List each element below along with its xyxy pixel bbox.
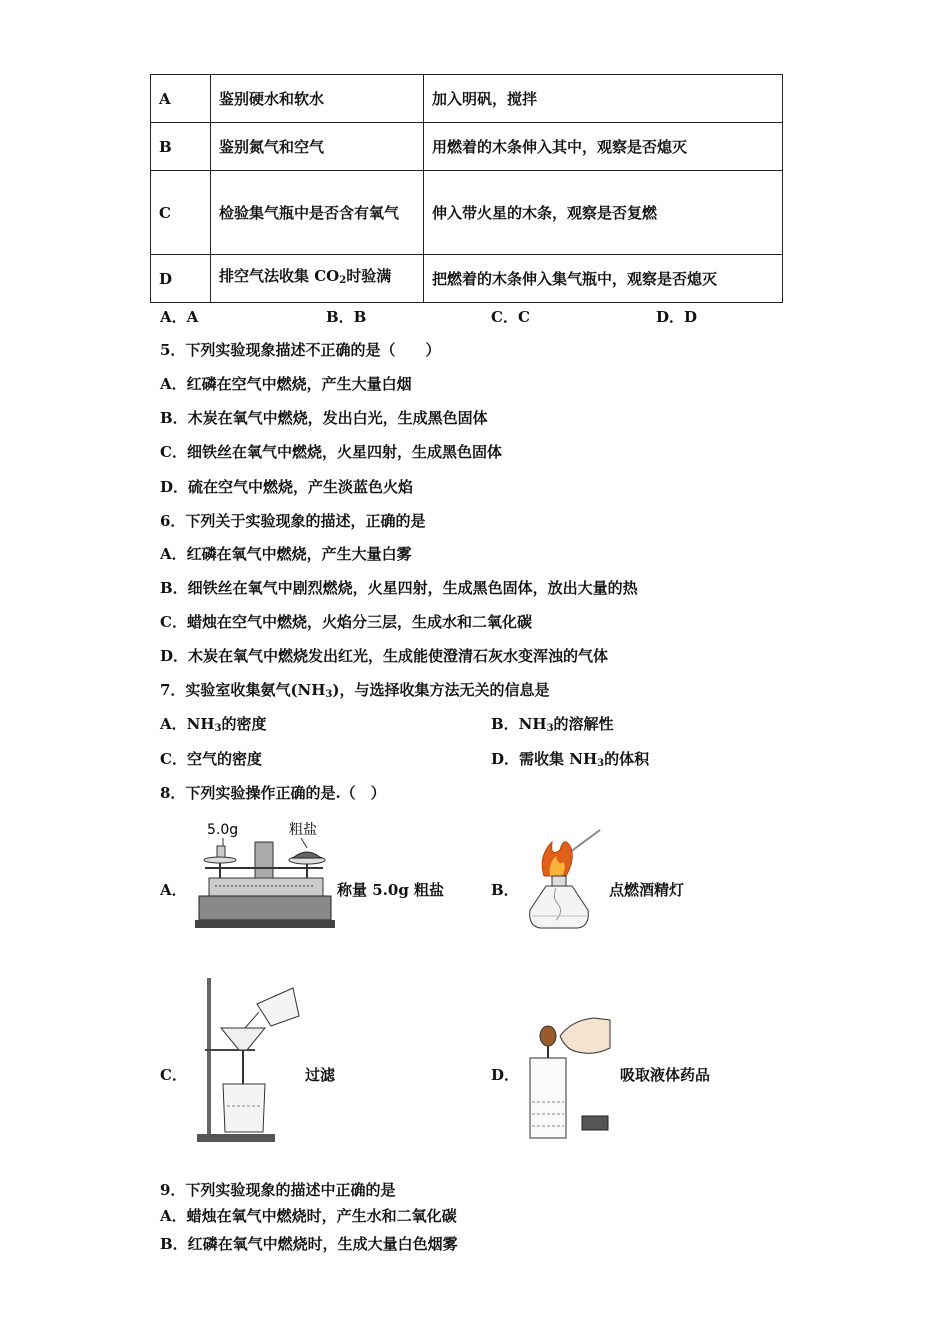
table-row — [151, 255, 783, 303]
q7-b-pre: B．NH — [491, 715, 547, 733]
q7-option-c: C．空气的密度 — [160, 750, 262, 768]
q5-stem: 5．下列实验现象描述不正确的是（ ） — [160, 341, 441, 359]
balance-left-label: 5.0g — [207, 822, 239, 838]
purpose-sub: 2 — [339, 275, 347, 286]
q8-a-letter: A． — [160, 881, 187, 899]
q7-a-pre: A．NH — [160, 715, 215, 733]
table-row — [151, 171, 783, 255]
q8-d-text: 吸取液体药品 — [620, 1066, 711, 1084]
row-purpose: 检验集气瓶中是否含有氧气 — [211, 171, 424, 255]
q6-option-d: D．木炭在氧气中燃烧发出红光，生成能使澄清石灰水变浑浊的气体 — [160, 647, 609, 665]
filtration-illustration — [195, 976, 307, 1144]
q8-d-letter: D． — [491, 1066, 520, 1084]
q7-option-d — [491, 748, 649, 775]
table-row — [151, 75, 783, 123]
q5-option-d: D．硫在空气中燃烧，产生淡蓝色火焰 — [160, 478, 414, 496]
q6-option-a: A．红磷在氧气中燃烧，产生大量白雾 — [160, 545, 412, 563]
q7-b-post: 的溶解性 — [553, 715, 614, 733]
q4-table — [150, 74, 783, 303]
row-key: C — [151, 171, 211, 255]
q7-a-post: 的密度 — [221, 715, 267, 733]
q9-option-a: A．蜡烛在氧气中燃烧时，产生水和二氧化碳 — [160, 1207, 457, 1225]
row-key: D — [151, 255, 211, 303]
q8-c-text: 过滤 — [305, 1066, 336, 1084]
q7-stem-pre: 7．实验室收集氨气(NH — [160, 681, 326, 699]
q8-b-letter: B． — [491, 881, 519, 899]
q7-b-sub: 3 — [546, 723, 554, 734]
q7-d-post: 的体积 — [604, 750, 650, 768]
q8-c-letter: C． — [160, 1066, 187, 1084]
q8-b-text: 点燃酒精灯 — [609, 881, 685, 899]
row-method: 加入明矾，搅拌 — [424, 75, 783, 123]
row-purpose — [211, 255, 424, 303]
dropper-illustration — [522, 1014, 612, 1142]
q4-option-d: D．D — [656, 308, 698, 326]
q4-option-c: C．C — [491, 308, 530, 326]
alcohol-lamp-illustration — [518, 828, 604, 932]
q7-option-b — [491, 713, 614, 740]
balance-illustration — [195, 818, 335, 930]
q5-option-c: C．细铁丝在氧气中燃烧，火星四射，生成黑色固体 — [160, 443, 502, 461]
balance-right-label: 粗盐 — [289, 822, 317, 838]
q6-option-b: B．细铁丝在氧气中剧烈燃烧，火星四射，生成黑色固体，放出大量的热 — [160, 579, 638, 597]
q7-option-a — [160, 713, 267, 735]
row-method: 伸入带火星的木条，观察是否复燃 — [424, 171, 783, 255]
q7-d-pre: D．需收集 NH — [491, 750, 598, 768]
row-method: 把燃着的木条伸入集气瓶中，观察是否熄灭 — [424, 255, 783, 303]
q8-stem: 8．下列实验操作正确的是.（ ） — [160, 784, 386, 802]
row-purpose: 鉴别氮气和空气 — [211, 123, 424, 171]
purpose-post: 时验满 — [346, 267, 392, 285]
q5-option-b: B．木炭在氧气中燃烧，发出白光，生成黑色固体 — [160, 409, 488, 427]
row-purpose: 鉴别硬水和软水 — [211, 75, 424, 123]
q7-stem-sub: 3 — [325, 689, 333, 700]
row-method: 用燃着的木条伸入其中，观察是否熄灭 — [424, 123, 783, 171]
q6-stem: 6．下列关于实验现象的描述，正确的是 — [160, 512, 426, 530]
q7-stem — [160, 679, 550, 701]
row-key: A — [151, 75, 211, 123]
row-key: B — [151, 123, 211, 171]
q7-stem-post: )，与选择收集方法无关的信息是 — [332, 681, 550, 699]
q5-option-a: A．红磷在空气中燃烧，产生大量白烟 — [160, 375, 412, 393]
q9-option-b: B．红磷在氧气中燃烧时，生成大量白色烟雾 — [160, 1235, 458, 1253]
q8-a-text: 称量 5.0g 粗盐 — [337, 881, 445, 899]
q7-d-sub: 3 — [597, 758, 605, 769]
q6-option-c: C．蜡烛在空气中燃烧，火焰分三层，生成水和二氧化碳 — [160, 613, 532, 631]
purpose-pre: 排空气法收集 CO — [219, 267, 340, 285]
q9-stem: 9．下列实验现象的描述中正确的是 — [160, 1181, 396, 1199]
q7-a-sub: 3 — [214, 723, 222, 734]
q4-option-b: B．B — [326, 308, 367, 326]
q4-option-a: A．A — [160, 308, 199, 326]
table-row — [151, 123, 783, 171]
